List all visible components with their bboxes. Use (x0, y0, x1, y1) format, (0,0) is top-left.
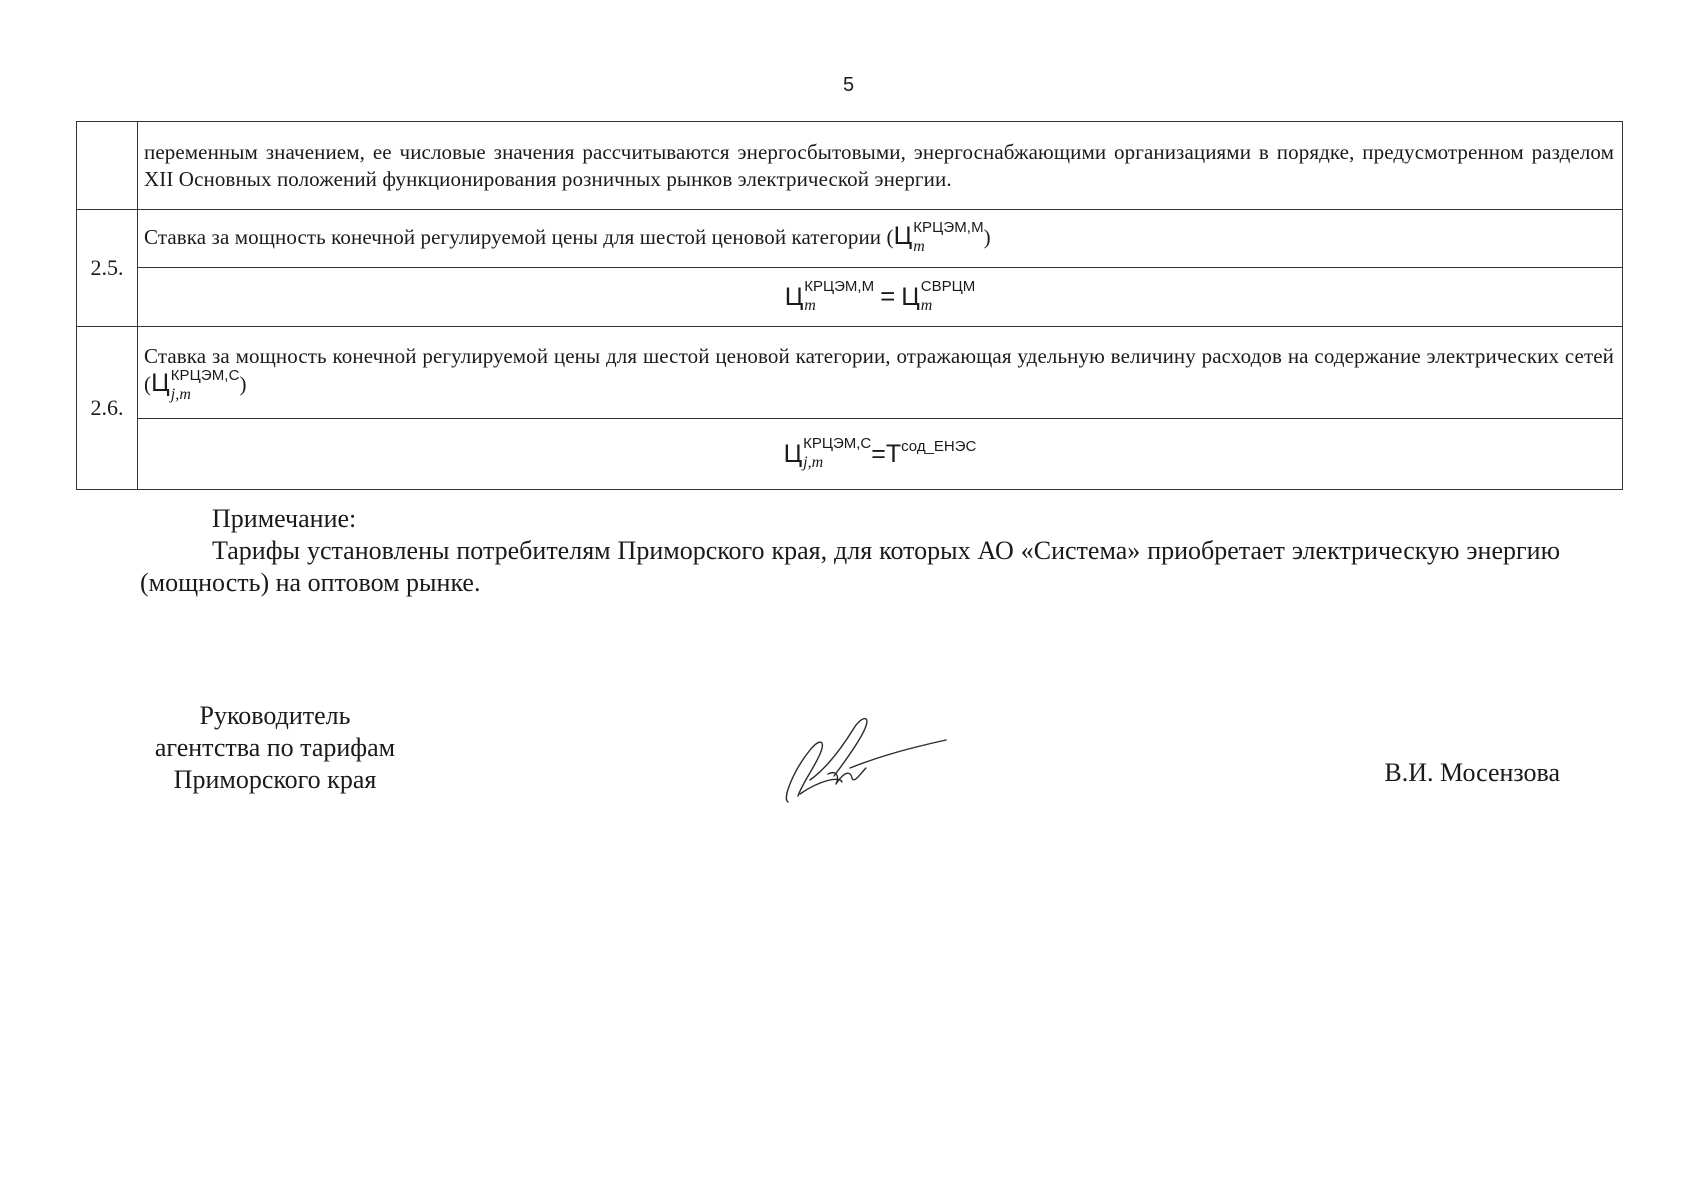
description-text: Ставка за мощность конечной регулируемой цены для шестой ценовой категории, отражающая удельную величину расходов на содержание электрических сетей ( (144, 344, 1614, 397)
table-row-2-6 (77, 327, 1623, 419)
formula-lhs-superscript: КРЦЭМ,М (804, 278, 875, 296)
row-number-cell-empty (77, 122, 138, 210)
table-row-continuation (77, 122, 1623, 210)
handwritten-signature (780, 710, 950, 810)
price-superscript: КРЦЭМ,С (170, 366, 240, 384)
row-description-2-6 (138, 327, 1623, 419)
price-subscript: m (913, 238, 925, 256)
description-close: ) (239, 372, 247, 397)
formula-rhs-subscript: m (920, 297, 933, 315)
formula-rhs-symbol: Ц (901, 282, 920, 311)
formula-lhs-subscript: m (804, 297, 816, 315)
row-number-2-6: 2.6. (77, 327, 138, 490)
signer-position-line: агентства по тарифам (154, 733, 396, 762)
price-symbol: Ц (151, 369, 170, 398)
formula-lhs-subscript: j,m (803, 454, 824, 472)
row-description-2-5 (138, 210, 1623, 268)
table-row-2-5-formula (77, 268, 1623, 327)
continuation-text: переменным значением, ее числовые значения рассчитываются энергосбытовыми, энергоснабжающими организациями в порядке, предусмотренном разделом XII Основных положений функционирования розничных рынков электрической энергии. (138, 122, 1623, 210)
tariff-table (76, 121, 1623, 490)
signer-position (130, 700, 420, 796)
note-text: Тарифы установлены потребителям Приморского края, для которых АО «Система» приобретает электрическую энергию (мощность) на оптовом рынке. (140, 536, 1560, 597)
formula-lhs-superscript: КРЦЭМ,С (803, 435, 872, 453)
description-close: ) (983, 224, 991, 249)
formula-2-6 (138, 419, 1623, 490)
description-text: Ставка за мощность конечной регулируемой цены для шестой ценовой категории ( (144, 224, 894, 249)
formula-lhs-symbol: Ц (783, 439, 803, 468)
table-row-2-5 (77, 210, 1623, 268)
signer-name: В.И. Мосензова (1384, 758, 1560, 787)
formula-rhs-superscript: СВРЦМ (920, 278, 976, 296)
page-number: 5 (842, 74, 855, 96)
table-row-2-6-formula (77, 419, 1623, 490)
price-symbol: Ц (893, 221, 913, 250)
formula-rhs-superscript: сод_ЕНЭС (901, 437, 977, 455)
formula-rhs-symbol: Т (885, 439, 902, 468)
note-title: Примечание: (212, 504, 357, 533)
price-superscript: КРЦЭМ,М (913, 219, 984, 237)
formula-equals: = (880, 280, 896, 311)
note-block (140, 503, 1560, 599)
formula-equals: = (871, 439, 886, 468)
row-number-2-5: 2.5. (77, 210, 138, 327)
price-subscript: j,m (170, 385, 191, 403)
signer-position-line: Приморского края (173, 765, 377, 794)
signer-position-line: Руководитель (199, 701, 351, 730)
formula-2-5 (138, 268, 1623, 327)
formula-lhs-symbol: Ц (784, 282, 804, 311)
